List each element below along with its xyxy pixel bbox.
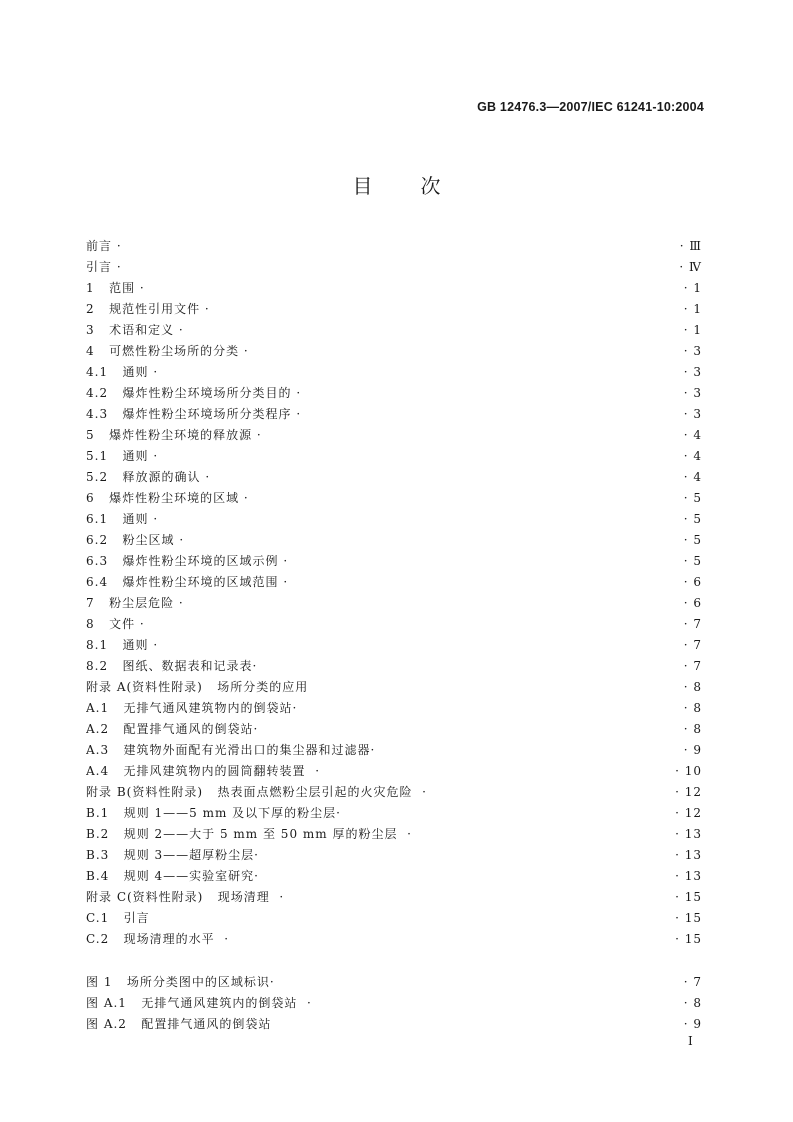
toc-entry-page: · 1	[683, 281, 702, 295]
toc-entry	[86, 404, 702, 425]
toc-leader	[320, 761, 675, 782]
toc-leader	[297, 698, 682, 719]
table-of-contents	[86, 236, 702, 1035]
toc-entry-page: · 13	[675, 848, 702, 862]
toc-entry-title: 4.1 通则 ·	[86, 365, 159, 379]
toc-entry	[86, 972, 702, 993]
toc-entry	[86, 530, 702, 551]
toc-entry	[86, 593, 702, 614]
toc-entry-title: B.3 规则 3——超厚粉尘层·	[86, 848, 259, 862]
toc-entry-title: 6 爆炸性粉尘环境的区域 ·	[86, 491, 249, 505]
toc-entry-page: · 15	[675, 911, 702, 925]
toc-leader	[249, 341, 682, 362]
toc-entry	[86, 908, 702, 929]
toc-entry	[86, 635, 702, 656]
toc-leader	[210, 299, 682, 320]
toc-entry	[86, 509, 702, 530]
toc-entry-page: · 5	[683, 554, 702, 568]
toc-entry-title: 7 粉尘层危险 ·	[86, 596, 184, 610]
toc-entry	[86, 467, 702, 488]
toc-entry-title: A.4 无排风建筑物内的圆筒翻转装置 ·	[86, 764, 321, 778]
toc-entry-page: · 8	[683, 701, 702, 715]
toc-entry	[86, 362, 702, 383]
toc-entry-page: · 1	[683, 302, 702, 316]
toc-entry-title: 8.1 通则 ·	[86, 638, 159, 652]
toc-leader	[158, 509, 682, 530]
toc-entry-page: · 5	[683, 512, 702, 526]
toc-entry-page: · 6	[683, 575, 702, 589]
toc-leader	[145, 614, 682, 635]
toc-leader	[150, 908, 675, 929]
toc-entry-page: · 3	[683, 386, 702, 400]
toc-entry-title: B.4 规则 4——实验室研究·	[86, 869, 259, 883]
toc-leader	[341, 803, 675, 824]
toc-leader	[288, 551, 682, 572]
toc-entry	[86, 782, 702, 803]
toc-entry-title: 附录 A(资料性附录) 场所分类的应用	[86, 680, 309, 694]
toc-entry-page: · Ⅲ	[679, 239, 702, 253]
toc-leader	[229, 929, 675, 950]
toc-entry-page: · 10	[675, 764, 702, 778]
toc-entry	[86, 551, 702, 572]
figure-entries	[86, 972, 702, 1035]
page-title: 目次	[352, 174, 489, 198]
toc-entry-title: C.2 现场清理的水平 ·	[86, 932, 230, 946]
toc-leader	[288, 572, 682, 593]
toc-entry-page: · 12	[675, 806, 702, 820]
toc-entry-page: · 1	[683, 323, 702, 337]
toc-entry-page: · 7	[683, 975, 702, 989]
toc-entry-page: · 15	[675, 932, 702, 946]
toc-entry-title: C.1 引言	[86, 911, 150, 925]
toc-entry-page: · 7	[683, 659, 702, 673]
toc-entries	[86, 236, 702, 950]
toc-leader	[122, 257, 680, 278]
toc-entry	[86, 425, 702, 446]
toc-entry-title: 6.3 爆炸性粉尘环境的区域示例 ·	[86, 554, 289, 568]
toc-entry-page: · 9	[683, 1017, 702, 1031]
toc-entry-page: · Ⅳ	[679, 260, 702, 274]
toc-leader	[184, 593, 682, 614]
toc-entry-page: · 3	[683, 407, 702, 421]
toc-entry	[86, 614, 702, 635]
standard-number-header: GB 12476.3—2007/IEC 61241-10:2004	[477, 100, 704, 114]
toc-entry-title: 前言 ·	[86, 239, 122, 253]
toc-entry-page: · 6	[683, 596, 702, 610]
toc-entry-title: 图 1 场所分类图中的区域标识·	[86, 975, 275, 989]
toc-entry	[86, 446, 702, 467]
toc-entry	[86, 572, 702, 593]
toc-entry-page: · 13	[675, 869, 702, 883]
toc-leader	[145, 278, 682, 299]
toc-entry	[86, 993, 702, 1014]
toc-entry-page: · 15	[675, 890, 702, 904]
toc-entry-title: 5.2 释放源的确认 ·	[86, 470, 211, 484]
toc-entry-page: · 4	[683, 428, 702, 442]
toc-entry-page: · 3	[683, 344, 702, 358]
toc-entry-title: 2 规范性引用文件 ·	[86, 302, 210, 316]
toc-entry-title: 8 文件 ·	[86, 617, 145, 631]
toc-leader	[375, 740, 682, 761]
toc-leader	[312, 993, 682, 1014]
toc-entry-title: 5 爆炸性粉尘环境的释放源 ·	[86, 428, 262, 442]
toc-entry	[86, 761, 702, 782]
toc-leader	[271, 1014, 682, 1035]
toc-entry	[86, 257, 702, 278]
toc-entry-page: · 7	[683, 617, 702, 631]
toc-entry-title: 引言 ·	[86, 260, 122, 274]
toc-entry-title: A.1 无排气通风建筑物内的倒袋站·	[86, 701, 298, 715]
toc-entry-title: 4.3 爆炸性粉尘环境场所分类程序 ·	[86, 407, 302, 421]
toc-entry	[86, 887, 702, 908]
toc-entry	[86, 341, 702, 362]
toc-entry-page: · 13	[675, 827, 702, 841]
toc-entry-page: · 3	[683, 365, 702, 379]
toc-leader	[301, 404, 682, 425]
toc-entry	[86, 929, 702, 950]
toc-entry-title: B.2 规则 2——大于 5 mm 至 50 mm 厚的粉尘层 ·	[86, 827, 412, 841]
toc-entry	[86, 803, 702, 824]
toc-entry	[86, 299, 702, 320]
toc-leader	[184, 530, 682, 551]
toc-entry-page: · 5	[683, 491, 702, 505]
toc-entry	[86, 698, 702, 719]
toc-entry	[86, 488, 702, 509]
toc-entry-title: 图 A.1 无排气通风建筑内的倒袋站 ·	[86, 996, 312, 1010]
toc-leader	[301, 383, 682, 404]
toc-entry	[86, 320, 702, 341]
toc-entry	[86, 845, 702, 866]
toc-entry-title: 4 可燃性粉尘场所的分类 ·	[86, 344, 249, 358]
toc-entry-title: 附录 B(资料性附录) 热表面点燃粉尘层引起的火灾危险 ·	[86, 785, 427, 799]
toc-entry	[86, 278, 702, 299]
toc-leader	[275, 972, 682, 993]
toc-entry-title: 3 术语和定义 ·	[86, 323, 184, 337]
toc-leader	[158, 635, 682, 656]
toc-leader	[258, 719, 682, 740]
toc-entry	[86, 740, 702, 761]
toc-entry-page: · 8	[683, 722, 702, 736]
toc-entry	[86, 383, 702, 404]
toc-entry-page: · 5	[683, 533, 702, 547]
toc-leader	[262, 425, 682, 446]
toc-leader	[427, 782, 675, 803]
toc-entry-page: · 12	[675, 785, 702, 799]
toc-leader	[259, 866, 675, 887]
toc-entry	[86, 866, 702, 887]
toc-entry-title: 5.1 通则 ·	[86, 449, 159, 463]
toc-entry	[86, 656, 702, 677]
toc-entry-title: 8.2 图纸、数据表和记录表·	[86, 659, 258, 673]
page-folio: I	[688, 1034, 693, 1048]
toc-entry-title: 6.4 爆炸性粉尘环境的区域范围 ·	[86, 575, 289, 589]
toc-leader	[308, 677, 682, 698]
toc-entry	[86, 824, 702, 845]
toc-leader	[249, 488, 682, 509]
toc-entry	[86, 719, 702, 740]
toc-entry-page: · 8	[683, 680, 702, 694]
toc-entry-page: · 4	[683, 470, 702, 484]
toc-leader	[184, 320, 682, 341]
toc-leader	[210, 467, 682, 488]
toc-entry-title: 1 范围 ·	[86, 281, 145, 295]
toc-entry-page: · 4	[683, 449, 702, 463]
toc-entry	[86, 677, 702, 698]
toc-entry-title: B.1 规则 1——5 mm 及以下厚的粉尘层·	[86, 806, 341, 820]
toc-entry	[86, 1014, 702, 1035]
toc-entry-title: 4.2 爆炸性粉尘环境场所分类目的 ·	[86, 386, 302, 400]
toc-entry-title: 6.1 通则 ·	[86, 512, 159, 526]
toc-leader	[412, 824, 675, 845]
toc-leader	[284, 887, 675, 908]
toc-entry-title: 6.2 粉尘区域 ·	[86, 533, 185, 547]
toc-entry-page: · 8	[683, 996, 702, 1010]
toc-leader	[158, 362, 682, 383]
section-gap	[86, 950, 702, 972]
toc-leader	[259, 845, 675, 866]
toc-leader	[158, 446, 682, 467]
toc-leader	[122, 236, 680, 257]
toc-entry-title: 图 A.2 配置排气通风的倒袋站	[86, 1017, 272, 1031]
toc-entry	[86, 236, 702, 257]
toc-entry-title: 附录 C(资料性附录) 现场清理 ·	[86, 890, 285, 904]
toc-entry-title: A.3 建筑物外面配有光滑出口的集尘器和过滤器·	[86, 743, 376, 757]
toc-entry-title: A.2 配置排气通风的倒袋站·	[86, 722, 259, 736]
toc-entry-page: · 7	[683, 638, 702, 652]
toc-leader	[257, 656, 682, 677]
toc-entry-page: · 9	[683, 743, 702, 757]
